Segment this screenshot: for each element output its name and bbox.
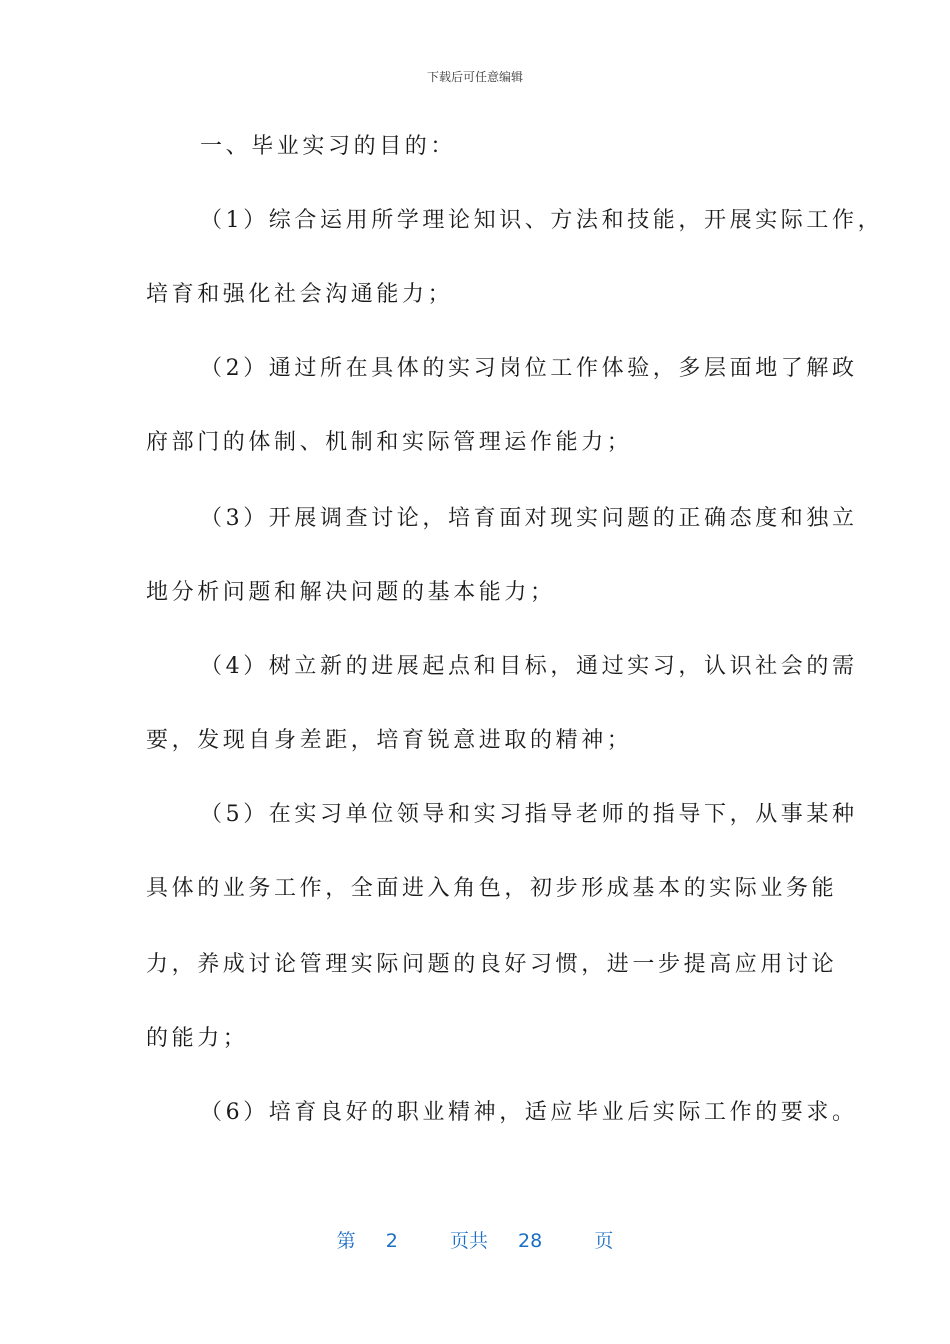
page-label-mid: 页共 <box>449 1230 488 1252</box>
paragraph-line: （4）树立新的进展起点和目标，通过实习，认识社会的需 <box>200 654 858 679</box>
current-page-number: 2 <box>385 1230 398 1252</box>
paragraph-line: 培育和强化社会沟通能力； <box>146 282 454 307</box>
total-pages-number: 28 <box>518 1230 543 1252</box>
paragraph-line: （3）开展调查讨论，培育面对现实问题的正确态度和独立 <box>200 506 858 531</box>
paragraph-line: （6）培育良好的职业精神，适应毕业后实际工作的要求。 <box>200 1100 858 1125</box>
page-label-prefix: 第 <box>336 1230 356 1252</box>
paragraph-line: （5）在实习单位领导和实习指导老师的指导下，从事某种 <box>200 802 858 827</box>
section-heading: 一、毕业实习的目的： <box>200 134 457 159</box>
page-footer <box>0 1226 950 1253</box>
paragraph-line: （2）通过所在具体的实习岗位工作体验，多层面地了解政 <box>200 356 858 381</box>
paragraph-line: 的能力； <box>146 1026 249 1051</box>
paragraph-line: （1）综合运用所学理论知识、方法和技能，开展实际工作， <box>200 208 884 233</box>
header-note: 下载后可任意编辑 <box>426 70 523 84</box>
paragraph-line: 具体的业务工作，全面进入角色，初步形成基本的实际业务能 <box>146 876 838 901</box>
page-label-suffix: 页 <box>594 1230 614 1252</box>
paragraph-line: 府部门的体制、机制和实际管理运作能力； <box>146 430 633 455</box>
paragraph-line: 要，发现自身差距，培育锐意进取的精神； <box>146 728 633 753</box>
paragraph-line: 地分析问题和解决问题的基本能力； <box>146 580 556 605</box>
paragraph-line: 力，养成讨论管理实际问题的良好习惯，进一步提高应用讨论 <box>146 952 838 977</box>
